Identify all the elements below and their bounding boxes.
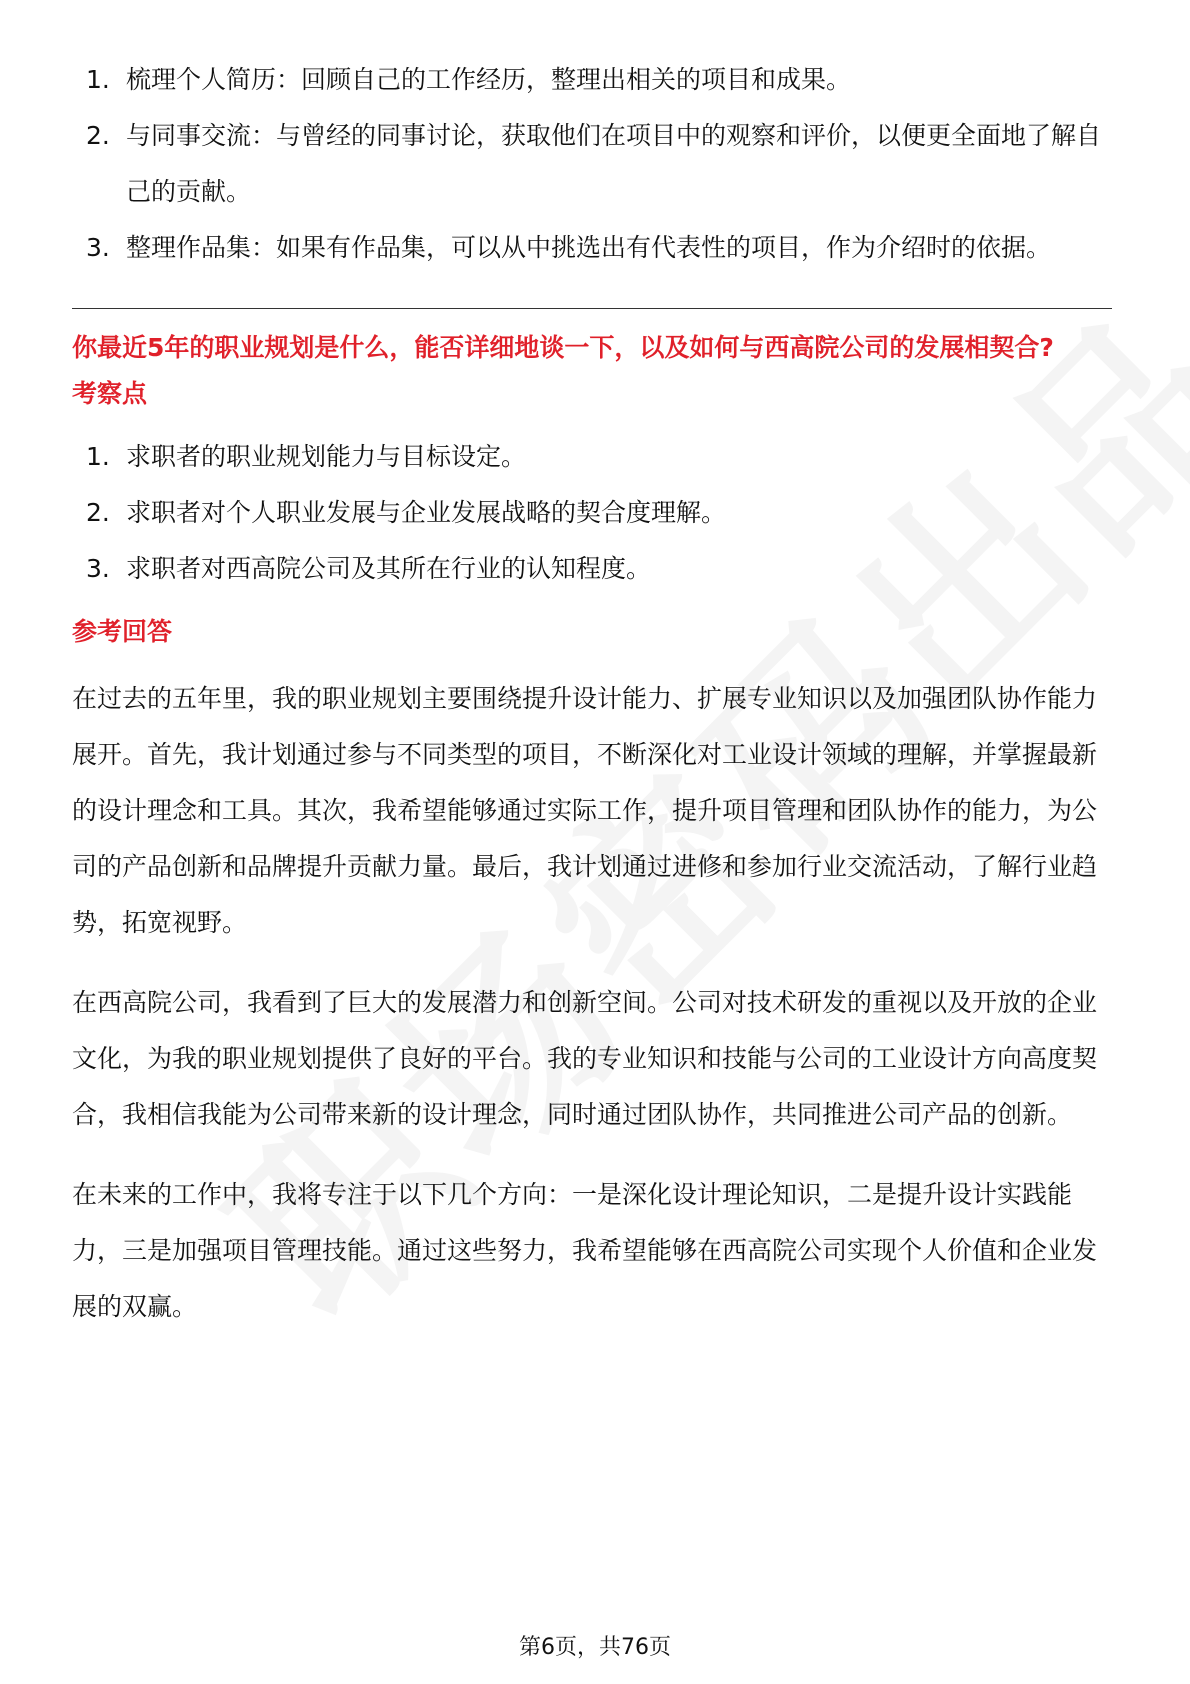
list-number: 3. <box>86 554 110 583</box>
answer-label: 参考回答 <box>72 617 173 646</box>
preparation-list <box>72 52 1112 276</box>
list-text: 求职者对个人职业发展与企业发展战略的契合度理解。 <box>126 498 727 527</box>
page-content <box>72 52 1112 1335</box>
list-number: 1. <box>86 442 110 471</box>
list-item <box>72 52 1112 108</box>
list-item <box>72 429 1112 485</box>
focus-label: 考察点 <box>72 379 148 408</box>
focus-list <box>72 429 1112 597</box>
list-text: 梳理个人简历：回顾自己的工作经历，整理出相关的项目和成果。 <box>126 65 852 94</box>
answer-paragraph: 在过去的五年里，我的职业规划主要围绕提升设计能力、扩展专业知识以及加强团队协作能力展开。首先，我计划通过参与不同类型的项目，不断深化对工业设计领域的理解，并掌握最新的设计理念和工具。其次，我希望能够通过实际工作，提升项目管理和团队协作的能力，为公司的产品创新和品牌提升贡献力量。最后，我计划通过进修和参加行业交流活动，了解行业趋势，拓宽视野。 <box>72 684 1098 937</box>
list-text: 求职者的职业规划能力与目标设定。 <box>126 442 527 471</box>
list-text: 与同事交流：与曾经的同事讨论，获取他们在项目中的观察和评价，以便更全面地了解自己的贡献。 <box>126 121 1102 206</box>
section-divider <box>72 308 1112 309</box>
list-number: 2. <box>86 121 110 150</box>
list-text: 整理作品集：如果有作品集，可以从中挑选出有代表性的项目，作为介绍时的依据。 <box>126 233 1052 262</box>
list-text: 求职者对西高院公司及其所在行业的认知程度。 <box>126 554 652 583</box>
list-number: 2. <box>86 498 110 527</box>
list-item <box>72 485 1112 541</box>
answer-paragraph: 在西高院公司，我看到了巨大的发展潜力和创新空间。公司对技术研发的重视以及开放的企业文化，为我的职业规划提供了良好的平台。我的专业知识和技能与公司的工业设计方向高度契合，我相信我能为公司带来新的设计理念，同时通过团队协作，共同推进公司产品的创新。 <box>72 988 1098 1129</box>
list-number: 3. <box>86 233 110 262</box>
list-item <box>72 108 1112 220</box>
list-item <box>72 541 1112 597</box>
list-item <box>72 220 1112 276</box>
question-heading: 你最近5年的职业规划是什么，能否详细地谈一下，以及如何与西高院公司的发展相契合? <box>72 333 1054 362</box>
answer-paragraph: 在未来的工作中，我将专注于以下几个方向：一是深化设计理论知识，二是提升设计实践能力，三是加强项目管理技能。通过这些努力，我希望能够在西高院公司实现个人价值和企业发展的双赢。 <box>72 1180 1098 1321</box>
page-number: 第6页，共76页 <box>519 1635 671 1660</box>
list-number: 1. <box>86 65 110 94</box>
